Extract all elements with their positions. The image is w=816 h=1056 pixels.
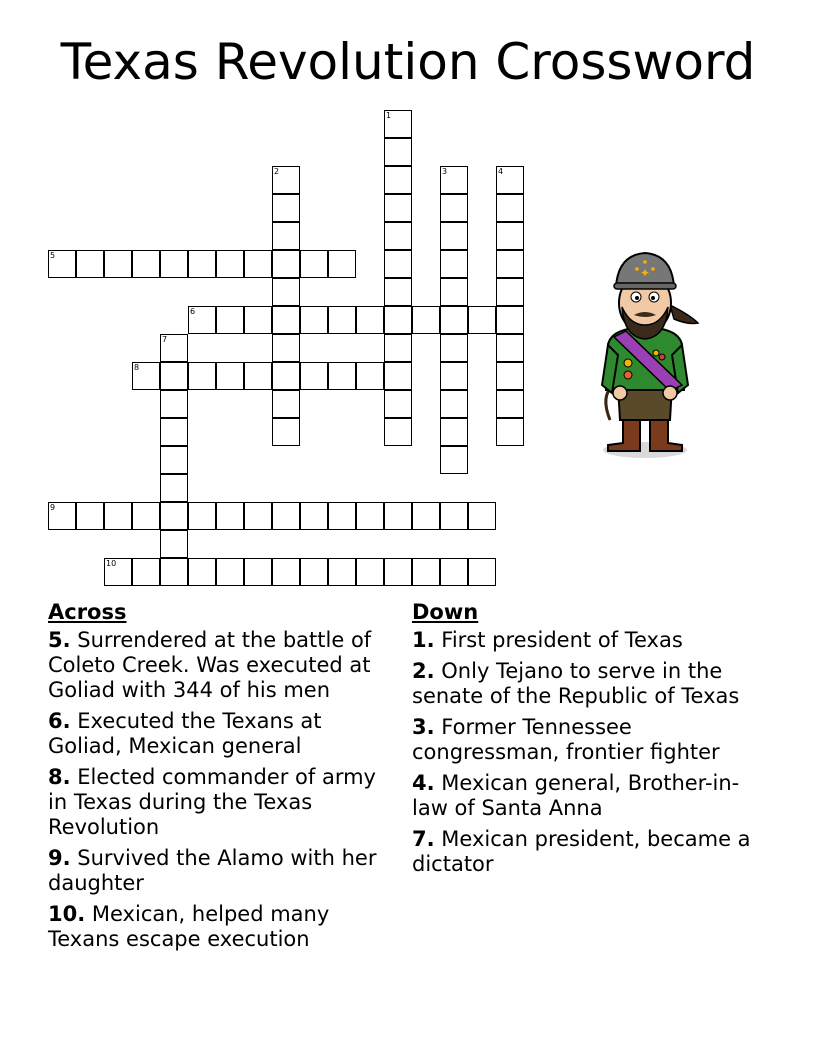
crossword-cell[interactable] — [188, 502, 216, 530]
clue-text: Only Tejano to serve in the senate of the Republic of Texas — [412, 659, 740, 708]
soldier-cartoon-icon — [590, 245, 710, 460]
crossword-cell[interactable] — [272, 418, 300, 446]
crossword-cell[interactable] — [104, 558, 132, 586]
crossword-cell[interactable] — [496, 418, 524, 446]
crossword-cell[interactable] — [384, 418, 412, 446]
cell-number: 6 — [190, 307, 196, 316]
crossword-cell[interactable] — [384, 362, 412, 390]
crossword-cell[interactable] — [300, 558, 328, 586]
svg-text:✦: ✦ — [639, 266, 651, 280]
crossword-cell[interactable] — [272, 390, 300, 418]
across-clue — [48, 765, 398, 840]
clue-text: First president of Texas — [441, 628, 683, 652]
clue-number: 4. — [412, 771, 435, 795]
crossword-cell[interactable] — [132, 362, 160, 390]
crossword-cell[interactable] — [300, 250, 328, 278]
clue-number: 5. — [48, 628, 71, 652]
crossword-cell[interactable] — [272, 558, 300, 586]
clue-text: Executed the Texans at Goliad, Mexican general — [48, 709, 322, 758]
clue-number: 1. — [412, 628, 435, 652]
down-clue — [412, 771, 772, 821]
crossword-cell[interactable] — [384, 306, 412, 334]
crossword-cell[interactable] — [384, 278, 412, 306]
crossword-cell[interactable] — [160, 446, 188, 474]
crossword-cell[interactable] — [104, 502, 132, 530]
cell-number: 2 — [274, 167, 280, 176]
crossword-cell[interactable] — [272, 334, 300, 362]
crossword-cell[interactable] — [440, 278, 468, 306]
crossword-cell[interactable] — [300, 362, 328, 390]
down-clues — [412, 600, 772, 883]
crossword-cell[interactable] — [440, 222, 468, 250]
crossword-cell[interactable] — [356, 558, 384, 586]
clue-number: 3. — [412, 715, 435, 739]
crossword-cell[interactable] — [244, 306, 272, 334]
crossword-cell[interactable] — [468, 502, 496, 530]
crossword-cell[interactable] — [440, 250, 468, 278]
clue-number: 7. — [412, 827, 435, 851]
crossword-cell[interactable] — [188, 362, 216, 390]
crossword-cell[interactable] — [384, 222, 412, 250]
clue-text: Surrendered at the battle of Coleto Creek. Was executed at Goliad with 344 of his men — [48, 628, 372, 702]
crossword-cell[interactable] — [356, 362, 384, 390]
cell-number: 7 — [162, 335, 168, 344]
crossword-cell[interactable] — [384, 558, 412, 586]
crossword-cell[interactable] — [272, 194, 300, 222]
crossword-cell[interactable] — [356, 502, 384, 530]
crossword-cell[interactable] — [272, 362, 300, 390]
across-clue-list — [48, 628, 398, 952]
crossword-cell[interactable] — [160, 250, 188, 278]
crossword-cell[interactable] — [216, 558, 244, 586]
crossword-cell[interactable] — [216, 250, 244, 278]
clue-number: 9. — [48, 846, 71, 870]
crossword-cell[interactable] — [160, 418, 188, 446]
clue-text: Survived the Alamo with her daughter — [48, 846, 377, 895]
crossword-cell[interactable] — [496, 362, 524, 390]
crossword-cell[interactable] — [384, 138, 412, 166]
crossword-cell[interactable] — [300, 502, 328, 530]
crossword-cell[interactable] — [496, 250, 524, 278]
crossword-cell[interactable] — [160, 558, 188, 586]
crossword-cell[interactable] — [188, 558, 216, 586]
crossword-cell[interactable] — [440, 362, 468, 390]
down-clue-list — [412, 628, 772, 877]
crossword-cell[interactable] — [300, 306, 328, 334]
crossword-cell[interactable] — [272, 222, 300, 250]
down-clue — [412, 827, 772, 877]
crossword-cell[interactable] — [496, 194, 524, 222]
crossword-cell[interactable] — [272, 166, 300, 194]
crossword-cell[interactable] — [216, 502, 244, 530]
crossword-cell[interactable] — [244, 250, 272, 278]
crossword-cell[interactable] — [76, 502, 104, 530]
crossword-cell[interactable] — [412, 306, 440, 334]
crossword-cell[interactable] — [496, 334, 524, 362]
crossword-cell[interactable] — [440, 418, 468, 446]
crossword-cell[interactable] — [384, 334, 412, 362]
clue-text: Elected commander of army in Texas during the Texas Revolution — [48, 765, 376, 839]
crossword-cell[interactable] — [384, 110, 412, 138]
crossword-cell[interactable] — [384, 250, 412, 278]
crossword-cell[interactable] — [132, 558, 160, 586]
clue-text: Mexican president, became a dictator — [412, 827, 751, 876]
crossword-cell[interactable] — [440, 502, 468, 530]
crossword-cell[interactable] — [244, 502, 272, 530]
down-clue — [412, 715, 772, 765]
clue-number: 2. — [412, 659, 435, 683]
crossword-cell[interactable] — [496, 222, 524, 250]
crossword-cell[interactable] — [48, 250, 76, 278]
across-clues — [48, 600, 398, 958]
clue-text: Mexican general, Brother-in-law of Santa Anna — [412, 771, 740, 820]
cell-number: 3 — [442, 167, 448, 176]
crossword-cell[interactable] — [132, 502, 160, 530]
crossword-cell[interactable] — [244, 558, 272, 586]
cell-number: 4 — [498, 167, 504, 176]
crossword-cell[interactable] — [440, 166, 468, 194]
down-clue — [412, 628, 772, 653]
crossword-cell[interactable] — [440, 446, 468, 474]
crossword-cell[interactable] — [132, 250, 160, 278]
crossword-cell[interactable] — [384, 166, 412, 194]
crossword-cell[interactable] — [440, 390, 468, 418]
down-clue — [412, 659, 772, 709]
crossword-cell[interactable] — [496, 278, 524, 306]
crossword-cell[interactable] — [272, 250, 300, 278]
clue-number: 10. — [48, 902, 86, 926]
crossword-cell[interactable] — [160, 390, 188, 418]
crossword-cell[interactable] — [412, 558, 440, 586]
crossword-cell[interactable] — [440, 558, 468, 586]
across-clue — [48, 709, 398, 759]
crossword-cell[interactable] — [188, 306, 216, 334]
crossword-cell[interactable] — [328, 362, 356, 390]
down-heading: Down — [412, 600, 479, 624]
cell-number: 5 — [50, 251, 56, 260]
crossword-cell[interactable] — [104, 250, 132, 278]
crossword-cell[interactable] — [216, 362, 244, 390]
crossword-cell[interactable] — [440, 334, 468, 362]
crossword-cell[interactable] — [384, 502, 412, 530]
crossword-cell[interactable] — [216, 306, 244, 334]
across-clue — [48, 902, 398, 952]
cell-number: 10 — [106, 559, 117, 568]
crossword-cell[interactable] — [468, 558, 496, 586]
crossword-cell[interactable] — [412, 502, 440, 530]
crossword-cell[interactable] — [356, 306, 384, 334]
page-title: Texas Revolution Crossword — [60, 33, 756, 91]
crossword-cell[interactable] — [384, 194, 412, 222]
crossword-cell[interactable] — [160, 502, 188, 530]
crossword-cell[interactable] — [440, 194, 468, 222]
crossword-cell[interactable] — [272, 306, 300, 334]
crossword-cell[interactable] — [244, 362, 272, 390]
crossword-cell[interactable] — [328, 306, 356, 334]
clue-text: Mexican, helped many Texans escape execution — [48, 902, 330, 951]
crossword-cell[interactable] — [48, 502, 76, 530]
crossword-cell[interactable] — [272, 278, 300, 306]
clue-text: Former Tennessee congressman, frontier fighter — [412, 715, 720, 764]
clue-number: 6. — [48, 709, 71, 733]
crossword-cell[interactable] — [328, 558, 356, 586]
crossword-cell[interactable] — [272, 502, 300, 530]
cell-number: 1 — [386, 111, 392, 120]
crossword-cell[interactable] — [328, 502, 356, 530]
crossword-cell[interactable] — [496, 390, 524, 418]
clue-number: 8. — [48, 765, 71, 789]
crossword-cell[interactable] — [160, 362, 188, 390]
crossword-cell[interactable] — [468, 306, 496, 334]
cell-number: 8 — [134, 363, 140, 372]
crossword-cell[interactable] — [188, 250, 216, 278]
crossword-cell[interactable] — [160, 530, 188, 558]
cell-number: 9 — [50, 503, 56, 512]
crossword-cell[interactable] — [496, 166, 524, 194]
crossword-cell[interactable] — [440, 306, 468, 334]
crossword-cell[interactable] — [328, 250, 356, 278]
crossword-cell[interactable] — [160, 334, 188, 362]
across-clue — [48, 846, 398, 896]
crossword-cell[interactable] — [496, 306, 524, 334]
crossword-cell[interactable] — [76, 250, 104, 278]
across-clue — [48, 628, 398, 703]
crossword-cell[interactable] — [384, 390, 412, 418]
crossword-cell[interactable] — [160, 474, 188, 502]
across-heading: Across — [48, 600, 127, 624]
